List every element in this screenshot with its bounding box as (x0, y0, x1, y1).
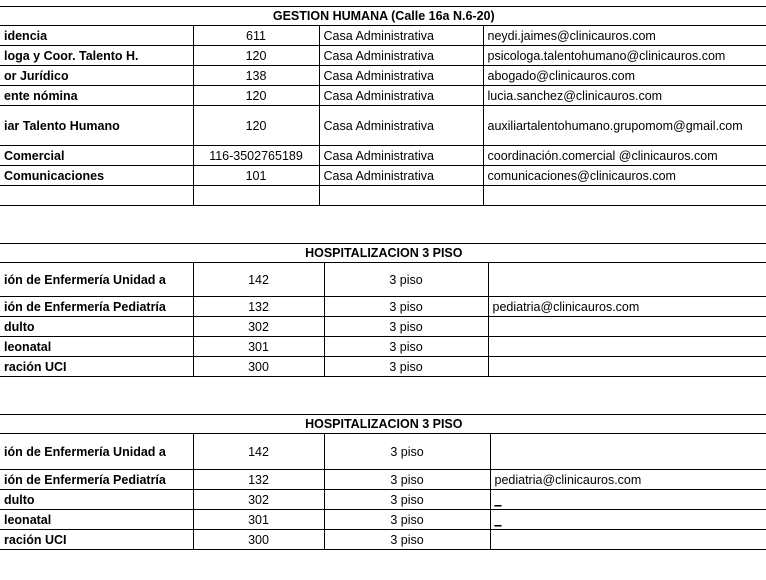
location: 3 piso (324, 317, 488, 337)
location: Casa Administrativa (319, 26, 483, 46)
extension: 302 (193, 490, 324, 510)
table-row (0, 263, 766, 297)
location: Casa Administrativa (319, 106, 483, 146)
table-row (0, 490, 766, 510)
contact-name (0, 186, 193, 206)
contact-name: or Jurídico (0, 66, 193, 86)
contact-name: Comunicaciones (0, 166, 193, 186)
contact-name: leonatal (0, 510, 193, 530)
contact-name: idencia (0, 26, 193, 46)
contact-name: ión de Enfermería Pediatría (0, 297, 193, 317)
email[interactable]: comunicaciones@clinicauros.com (483, 166, 766, 186)
location: Casa Administrativa (319, 86, 483, 106)
table-row (0, 530, 766, 550)
email[interactable]: coordinación.comercial @clinicauros.com (483, 146, 766, 166)
contact-name: leonatal (0, 337, 193, 357)
email[interactable]: psicologa.talentohumano@clinicauros.com (483, 46, 766, 66)
extension (193, 186, 319, 206)
table-row (0, 186, 766, 206)
table-row (0, 86, 766, 106)
location: 3 piso (324, 434, 490, 470)
table-row (0, 337, 766, 357)
location: Casa Administrativa (319, 46, 483, 66)
location: 3 piso (324, 337, 488, 357)
contact-name: dulto (0, 317, 193, 337)
contact-name: ración UCI (0, 530, 193, 550)
email[interactable] (483, 186, 766, 206)
table-row (0, 317, 766, 337)
section-title: GESTION HUMANA (Calle 16a N.6-20) (0, 7, 766, 26)
section-header-row (0, 415, 766, 434)
location: 3 piso (324, 510, 490, 530)
extension: 132 (193, 470, 324, 490)
contact-name: ión de Enfermería Pediatría (0, 470, 193, 490)
section-header-row (0, 244, 766, 263)
email[interactable]: _ (490, 510, 766, 530)
email[interactable] (488, 337, 766, 357)
email[interactable] (488, 317, 766, 337)
extension: 142 (193, 263, 324, 297)
extension: 611 (193, 26, 319, 46)
table-row (0, 106, 766, 146)
location: 3 piso (324, 490, 490, 510)
extension: 132 (193, 297, 324, 317)
extension: 120 (193, 46, 319, 66)
section-title: HOSPITALIZACION 3 PISO (0, 415, 766, 434)
table-row (0, 510, 766, 530)
location: Casa Administrativa (319, 146, 483, 166)
contact-name: dulto (0, 490, 193, 510)
location: 3 piso (324, 357, 488, 377)
hospitalizacion-table (0, 243, 766, 377)
email[interactable] (490, 530, 766, 550)
section-title: HOSPITALIZACION 3 PISO (0, 244, 766, 263)
location: 3 piso (324, 470, 490, 490)
email[interactable]: _ (490, 490, 766, 510)
contact-name: ente nómina (0, 86, 193, 106)
location: 3 piso (324, 530, 490, 550)
extension: 301 (193, 337, 324, 357)
contact-name: ión de Enfermería Unidad a (0, 263, 193, 297)
email[interactable]: lucia.sanchez@clinicauros.com (483, 86, 766, 106)
extension: 142 (193, 434, 324, 470)
email[interactable]: auxiliartalentohumano.grupomom@gmail.com (483, 106, 766, 146)
table-row (0, 66, 766, 86)
table-row (0, 297, 766, 317)
contact-name: Comercial (0, 146, 193, 166)
email[interactable]: pediatria@clinicauros.com (488, 297, 766, 317)
section-header-row (0, 7, 766, 26)
table-row (0, 46, 766, 66)
table-row (0, 470, 766, 490)
table-row (0, 434, 766, 470)
table-row (0, 166, 766, 186)
email[interactable] (488, 263, 766, 297)
extension: 302 (193, 317, 324, 337)
hospitalizacion-table-2 (0, 414, 766, 550)
extension: 120 (193, 106, 319, 146)
table-row (0, 357, 766, 377)
extension: 138 (193, 66, 319, 86)
table-row (0, 146, 766, 166)
gestion-humana-table (0, 6, 766, 206)
extension: 116-3502765189 (193, 146, 319, 166)
location: Casa Administrativa (319, 66, 483, 86)
extension: 300 (193, 357, 324, 377)
contact-name: loga y Coor. Talento H. (0, 46, 193, 66)
email[interactable]: abogado@clinicauros.com (483, 66, 766, 86)
email[interactable]: pediatria@clinicauros.com (490, 470, 766, 490)
location: 3 piso (324, 263, 488, 297)
contact-name: ión de Enfermería Unidad a (0, 434, 193, 470)
contact-name: iar Talento Humano (0, 106, 193, 146)
location: 3 piso (324, 297, 488, 317)
email[interactable]: neydi.jaimes@clinicauros.com (483, 26, 766, 46)
extension: 300 (193, 530, 324, 550)
location: Casa Administrativa (319, 166, 483, 186)
location (319, 186, 483, 206)
extension: 301 (193, 510, 324, 530)
email[interactable] (490, 434, 766, 470)
contact-name: ración UCI (0, 357, 193, 377)
extension: 101 (193, 166, 319, 186)
table-row (0, 26, 766, 46)
extension: 120 (193, 86, 319, 106)
email[interactable] (488, 357, 766, 377)
